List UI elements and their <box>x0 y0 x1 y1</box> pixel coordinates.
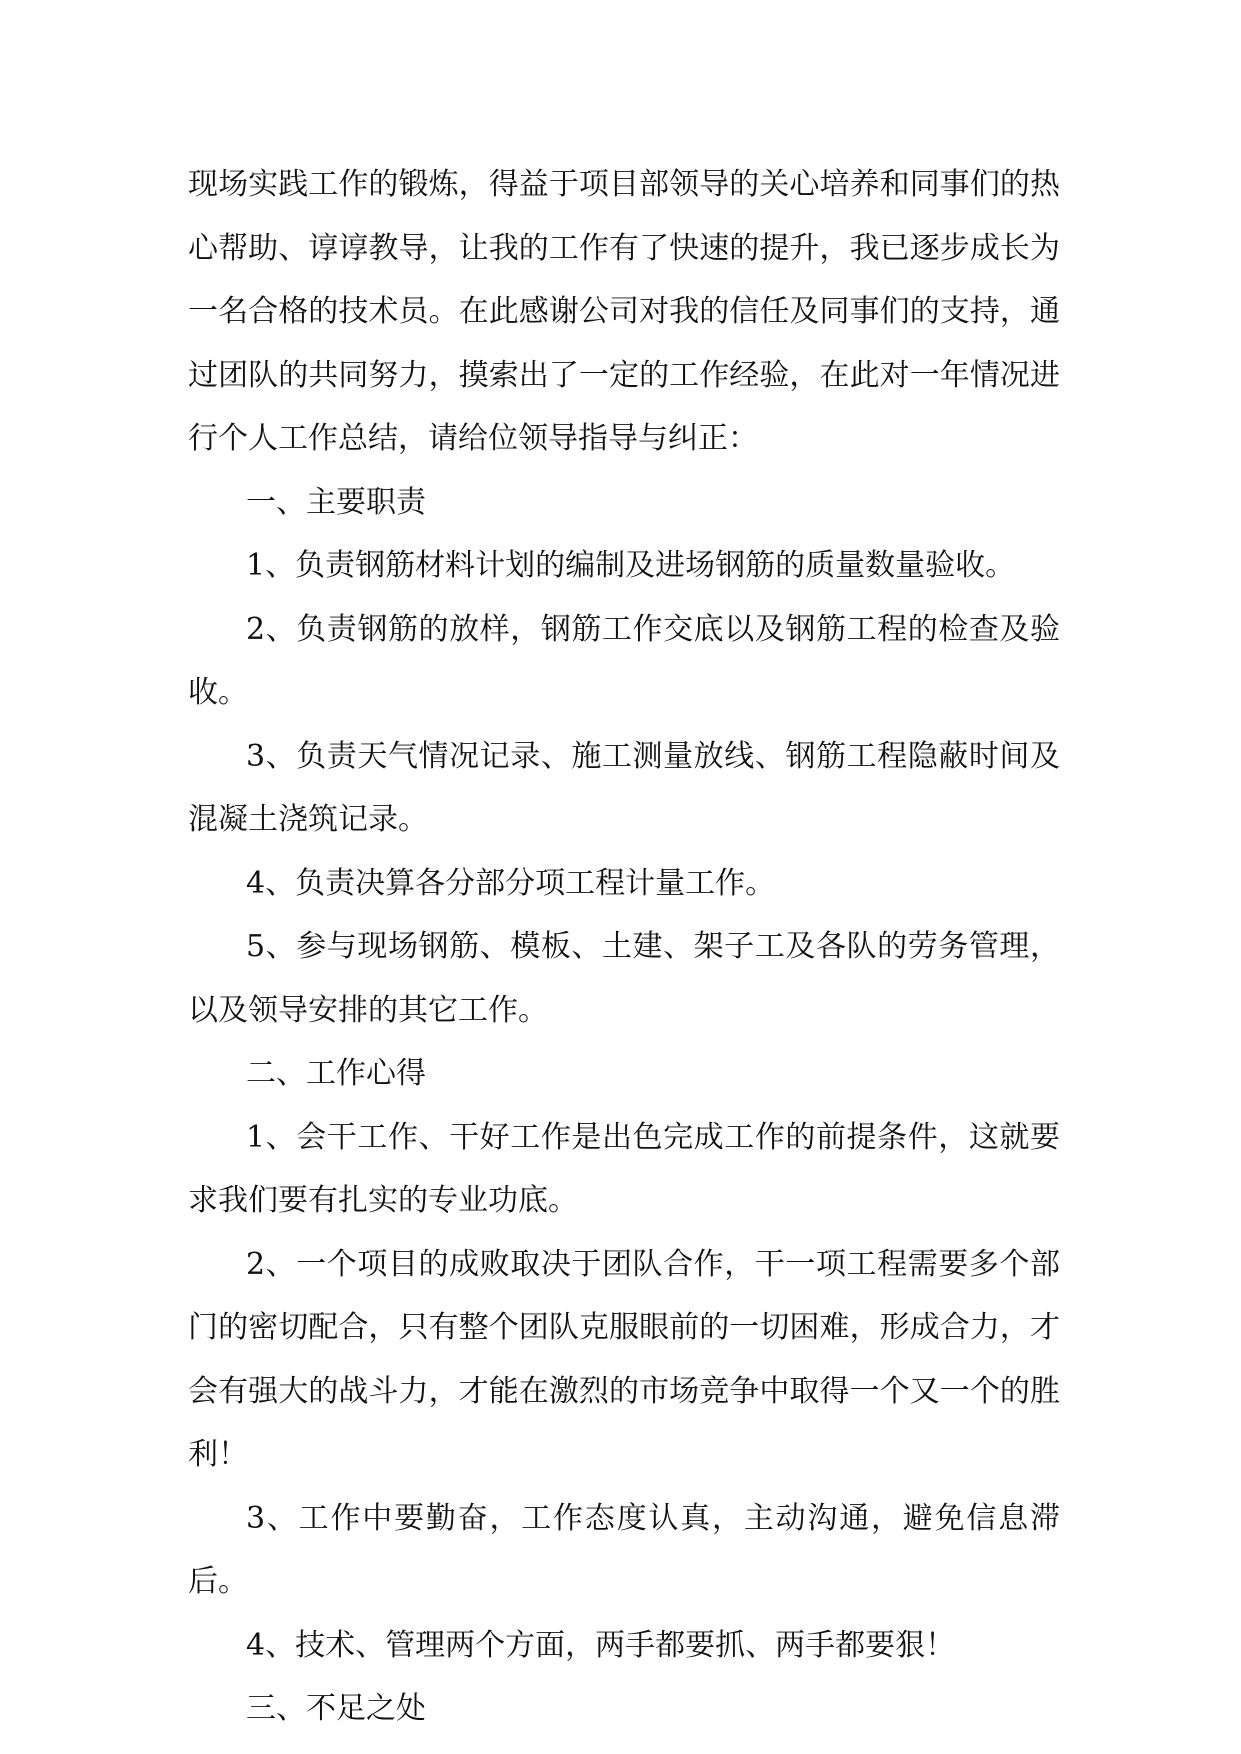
experience-item-3: 3、工作中要勤奋，工作态度认真，主动沟通，避免信息滞后。 <box>188 1500 1060 1599</box>
duty-item-3: 3、负责天气情况记录、施工测量放线、钢筋工程隐蔽时间及混凝土浇筑记录。 <box>188 738 1060 837</box>
section-heading-main-duties: 一、主要职责 <box>246 484 426 520</box>
experience-item-1: 1、会干工作、干好工作是出色完成工作的前提条件，这就要求我们要有扎实的专业功底。 <box>188 1119 1060 1218</box>
section-heading-work-experience: 二、工作心得 <box>246 1056 426 1091</box>
document-body <box>188 153 1060 1741</box>
paragraph-intro-continued: 现场实践工作的锻炼，得益于项目部领导的关心培养和同事们的热心帮助、谆谆教导，让我的工作有了快速的提升，我已逐步成长为一名合格的技术员。在此感谢公司对我的信任及同事们的支持，通过团队的共同努力，摸索出了一定的工作经验，在此对一年情况进行个人工作总结，请给位领导指导与纠正： <box>188 167 1060 456</box>
duty-item-4: 4、负责决算各分部分项工程计量工作。 <box>246 865 776 901</box>
experience-item-2: 2、一个项目的成败取决于团队合作，干一项工程需要多个部门的密切配合，只有整个团队克服眼前的一切困难，形成合力，才会有强大的战斗力，才能在激烈的市场竞争中取得一个又一个的胜利！ <box>188 1246 1060 1472</box>
experience-item-4: 4、技术、管理两个方面，两手都要抓、两手都要狠！ <box>246 1627 956 1663</box>
duty-item-5: 5、参与现场钢筋、模板、土建、架子工及各队的劳务管理，以及领导安排的其它工作。 <box>188 929 1060 1028</box>
duty-item-1: 1、负责钢筋材料计划的编制及进场钢筋的质量数量验收。 <box>246 548 1016 583</box>
duty-item-2: 2、负责钢筋的放样，钢筋工作交底以及钢筋工程的检查及验收。 <box>188 611 1060 710</box>
section-heading-shortcomings: 三、不足之处 <box>246 1691 426 1726</box>
